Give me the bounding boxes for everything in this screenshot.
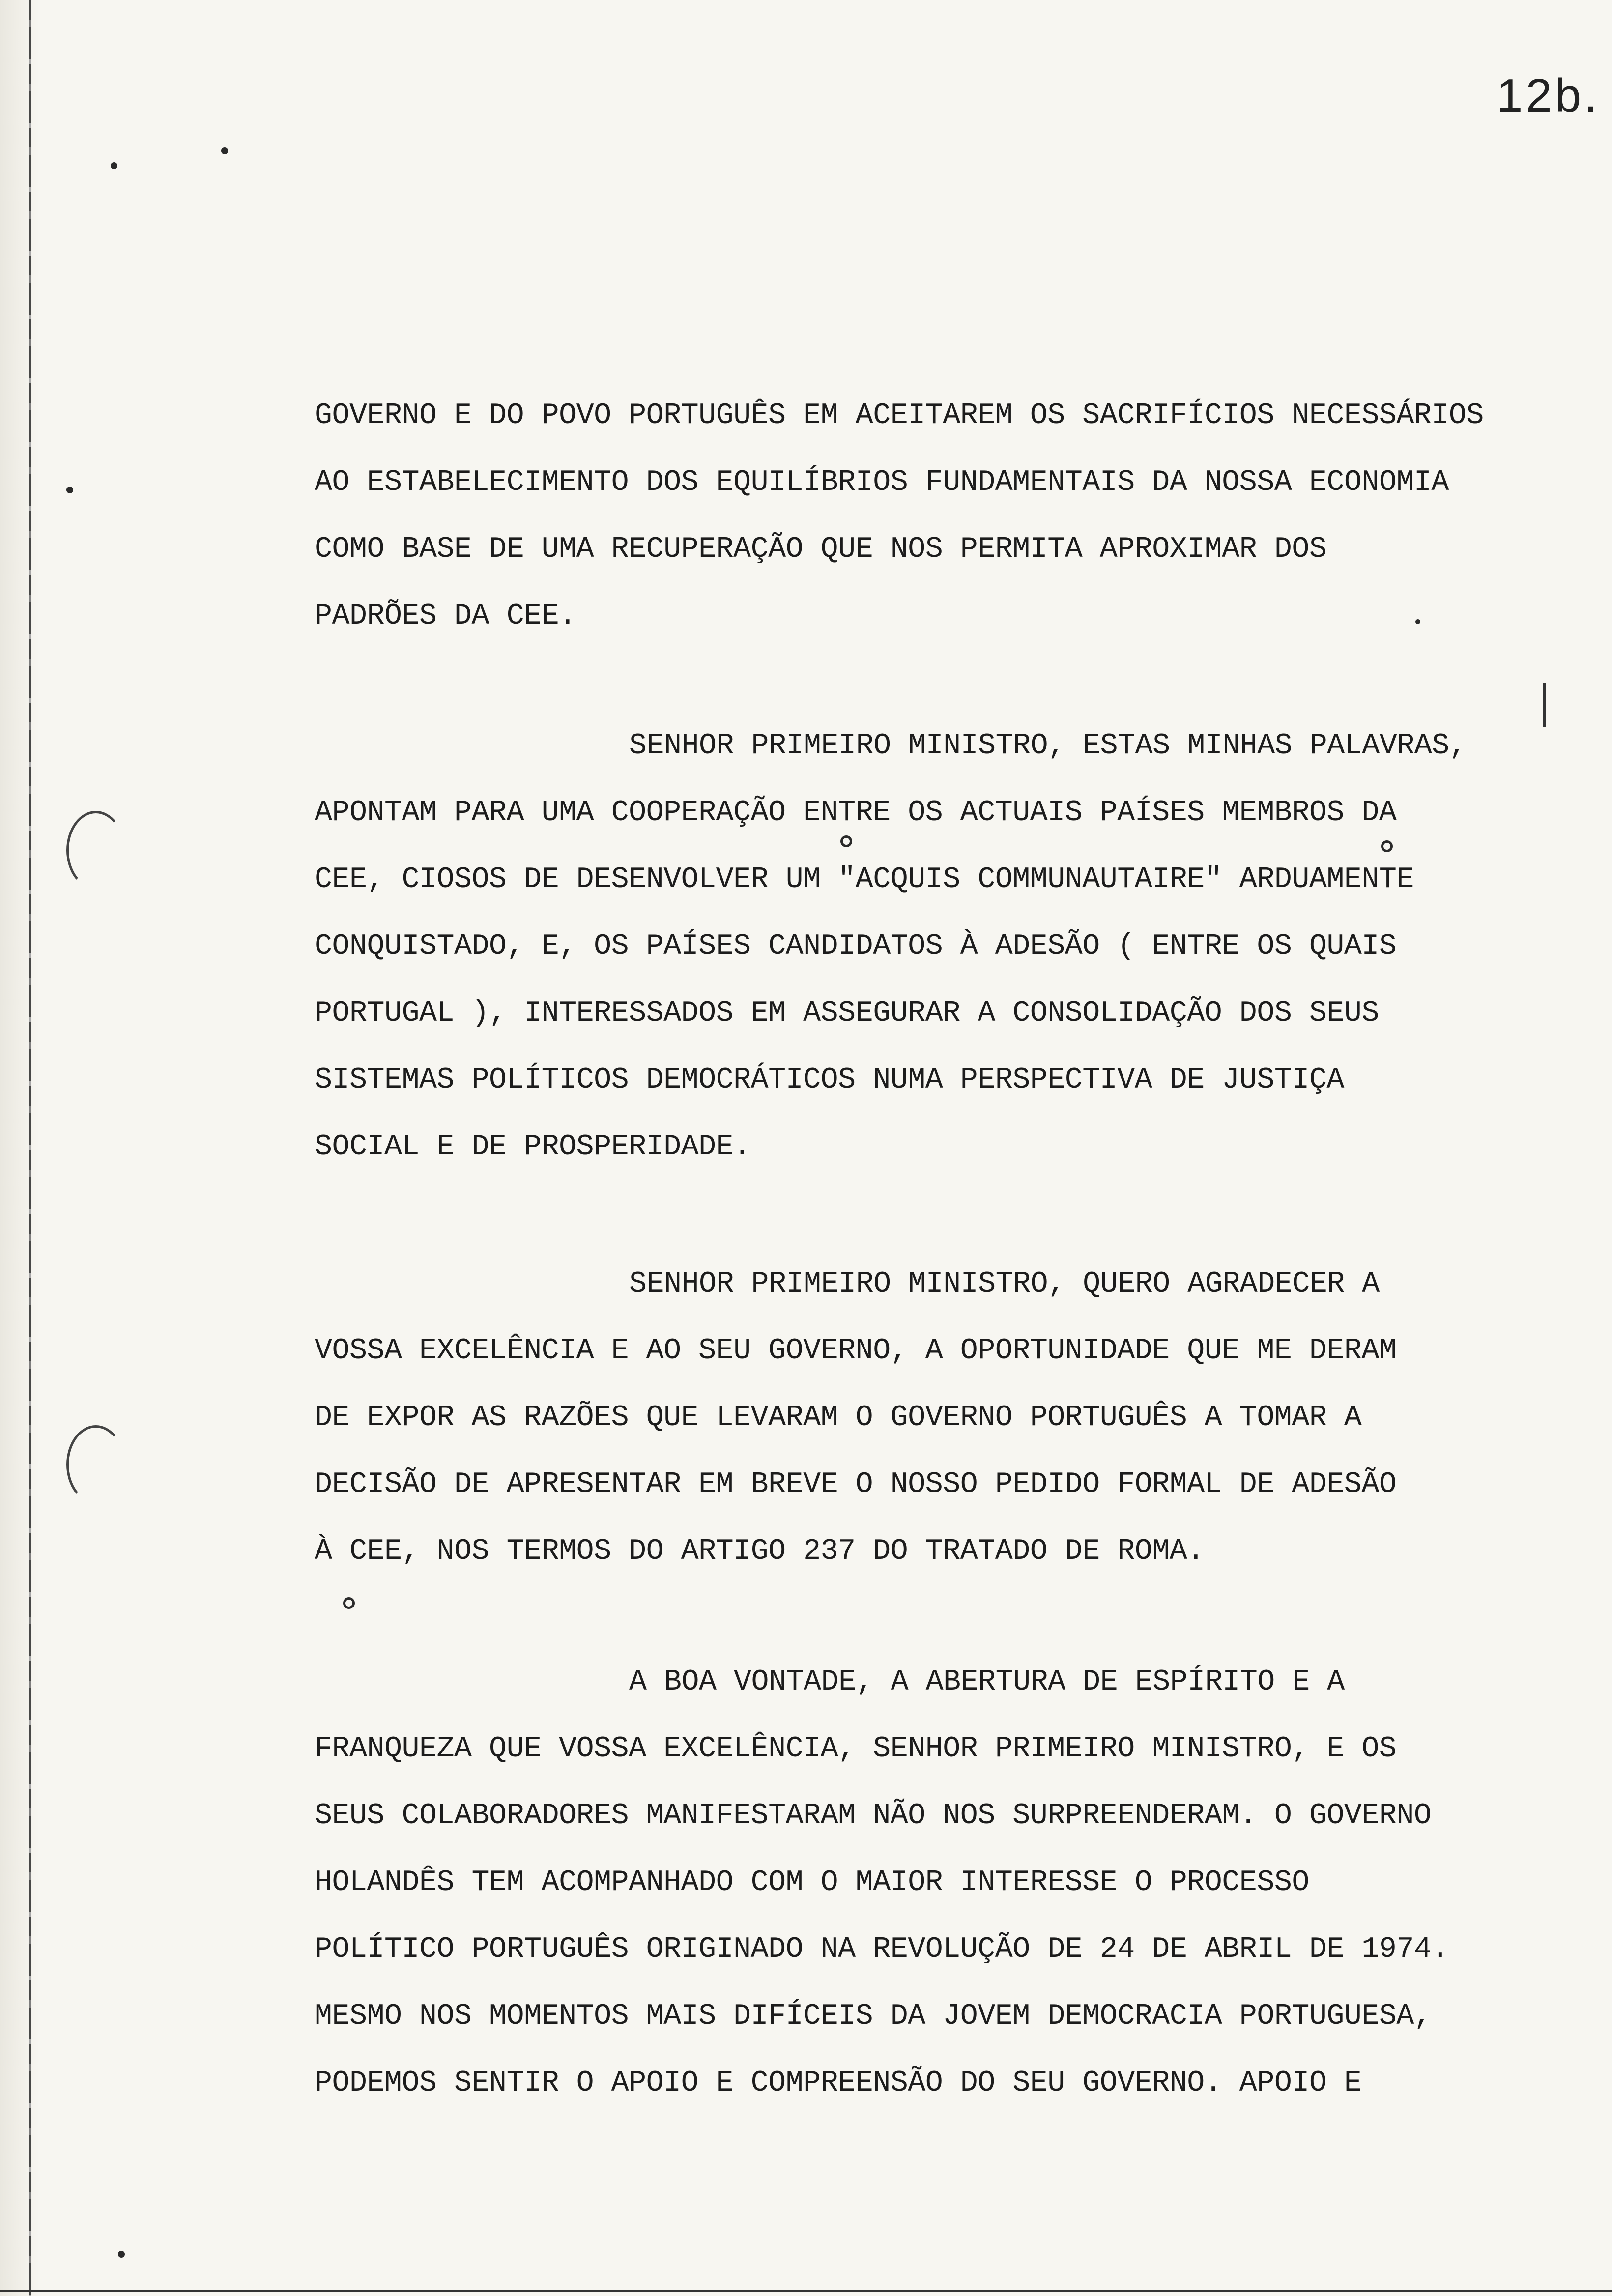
punch-hole-top	[66, 811, 125, 890]
text-line: SENHOR PRIMEIRO MINISTRO, QUERO AGRADECER A	[629, 1267, 1380, 1301]
text-line: CONQUISTADO, E, OS PAÍSES CANDIDATOS À ADESÃO ( ENTRE OS QUAIS	[315, 930, 1397, 963]
text-line: HOLANDÊS TEM ACOMPANHADO COM O MAIOR INTERESSE O PROCESSO	[315, 1866, 1309, 1899]
scan-speck	[221, 147, 228, 154]
text-line: COMO BASE DE UMA RECUPERAÇÃO QUE NOS PERMITA APROXIMAR DOS	[315, 533, 1327, 566]
scan-ring-mark	[343, 1597, 355, 1609]
text-line: CEE, CIOSOS DE DESENVOLVER UM "ACQUIS COMMUNAUTAIRE" ARDUAMENTE	[315, 863, 1414, 896]
text-line: SOCIAL E DE PROSPERIDADE.	[315, 1130, 751, 1164]
text-line: PODEMOS SENTIR O APOIO E COMPREENSÃO DO SEU GOVERNO. APOIO E	[315, 2066, 1362, 2100]
text-line: VOSSA EXCELÊNCIA E AO SEU GOVERNO, A OPORTUNIDADE QUE ME DERAM	[315, 1334, 1397, 1368]
text-line: DE EXPOR AS RAZÕES QUE LEVARAM O GOVERNO PORTUGUÊS A TOMAR A	[315, 1401, 1362, 1435]
text-line: GOVERNO E DO POVO PORTUGUÊS EM ACEITAREM OS SACRIFÍCIOS NECESSÁRIOS	[315, 399, 1484, 432]
page-number: 12b.	[1497, 69, 1600, 122]
text-line: PADRÕES DA CEE.	[315, 600, 576, 633]
paragraph-4	[315, 1649, 1602, 2117]
scan-speck	[66, 487, 73, 493]
text-line: FRANQUEZA QUE VOSSA EXCELÊNCIA, SENHOR PRIMEIRO MINISTRO, E OS	[315, 1732, 1397, 1766]
text-line: PORTUGAL ), INTERESSADOS EM ASSEGURAR A CONSOLIDAÇÃO DOS SEUS	[315, 997, 1379, 1030]
text-line: APONTAM PARA UMA COOPERAÇÃO ENTRE OS ACTUAIS PAÍSES MEMBROS DA	[315, 796, 1397, 830]
paragraph-1	[315, 382, 1602, 650]
text-line: AO ESTABELECIMENTO DOS EQUILÍBRIOS FUNDAMENTAIS DA NOSSA ECONOMIA	[315, 466, 1449, 499]
punch-hole-bottom	[66, 1425, 125, 1504]
text-line: SENHOR PRIMEIRO MINISTRO, ESTAS MINHAS PALAVRAS,	[629, 729, 1467, 763]
scan-edge-line	[29, 0, 31, 2296]
text-line: DECISÃO DE APRESENTAR EM BREVE O NOSSO PEDIDO FORMAL DE ADESÃO	[315, 1468, 1397, 1501]
scan-speck	[111, 162, 117, 169]
text-line: SISTEMAS POLÍTICOS DEMOCRÁTICOS NUMA PERSPECTIVA DE JUSTIÇA	[315, 1063, 1344, 1097]
text-line: POLÍTICO PORTUGUÊS ORIGINADO NA REVOLUÇÃO DE 24 DE ABRIL DE 1974.	[315, 1933, 1449, 1966]
paragraph-2	[315, 713, 1602, 1180]
paragraph-3	[315, 1251, 1602, 1585]
text-line: MESMO NOS MOMENTOS MAIS DIFÍCEIS DA JOVEM DEMOCRACIA PORTUGUESA,	[315, 2000, 1432, 2033]
scan-bottom-edge	[0, 2290, 1612, 2292]
text-line: SEUS COLABORADORES MANIFESTARAM NÃO NOS SURPREENDERAM. O GOVERNO	[315, 1799, 1432, 1833]
scan-speck	[118, 2251, 125, 2258]
scan-left-edge	[0, 0, 39, 2296]
text-line: A BOA VONTADE, A ABERTURA DE ESPÍRITO E A	[629, 1665, 1345, 1699]
text-line: À CEE, NOS TERMOS DO ARTIGO 237 DO TRATADO DE ROMA.	[315, 1535, 1205, 1568]
